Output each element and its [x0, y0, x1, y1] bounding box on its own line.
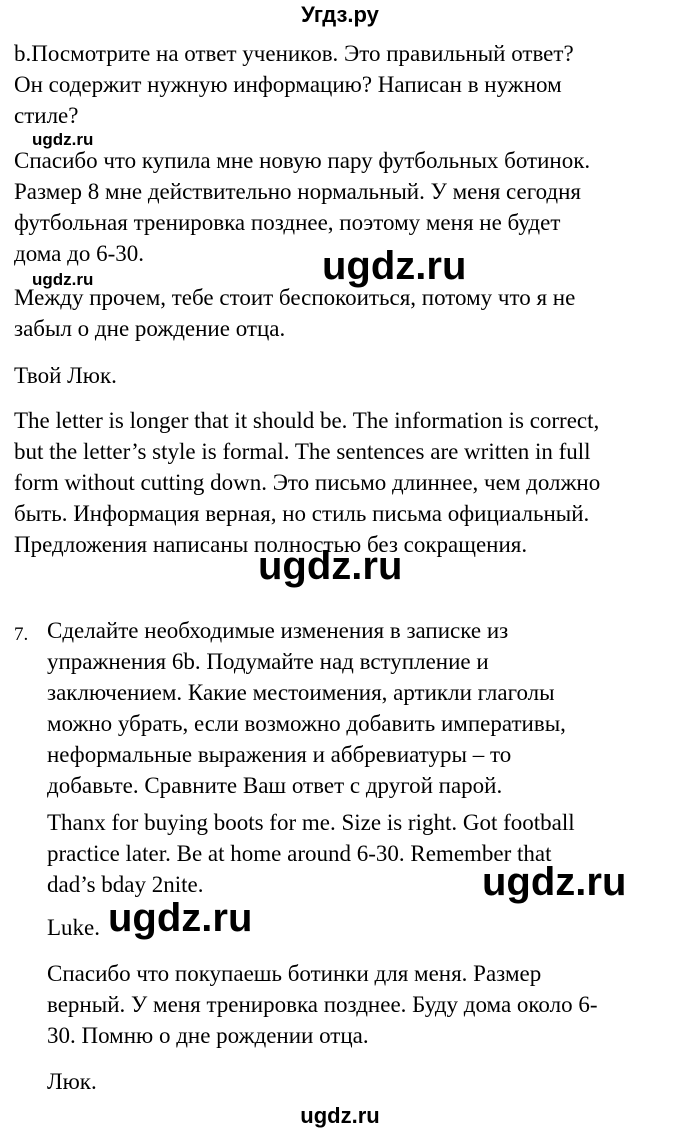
section-b-question [14, 38, 574, 131]
text-line: можно убрать, если возможно добавить императивы, [47, 711, 566, 736]
text-line: Сделайте необходимые изменения в записке из [47, 618, 509, 643]
text-line: дома до 6-30. [14, 241, 144, 266]
text-line: Размер 8 мне действительно нормальный. У меня сегодня [14, 179, 582, 204]
text-line: form without cutting down. Это письмо длиннее, чем должно [14, 470, 601, 495]
letter-signature [14, 360, 117, 391]
text-line: Thanx for buying boots for me. Size is right. Got football [47, 810, 575, 835]
text-line: неформальные выражения и аббревиатуры – то [47, 742, 512, 767]
text-line: Твой Люк. [14, 363, 117, 388]
text-line: but the letter’s style is formal. The sentences are written in full [14, 439, 591, 464]
text-line: добавьте. Сравните Ваш ответ с другой парой. [47, 773, 503, 798]
text-line: Спасибо что купила мне новую пару футбольных ботинок. [14, 148, 591, 173]
text-line: dad’s bday 2nite. [47, 872, 204, 897]
text-line: Luke. [47, 915, 101, 940]
watermark: ugdz.ru [322, 244, 467, 288]
note-russian [47, 958, 598, 1051]
site-header: Угдз.ру [301, 2, 379, 27]
answer-paragraph [14, 405, 600, 560]
text-line: верный. У меня тренировка позднее. Буду дома около 6- [47, 992, 598, 1017]
text-line: упражнения 6b. Подумайте над вступление и [47, 649, 489, 674]
watermark: ugdz.ru [32, 270, 94, 289]
site-footer: ugdz.ru [300, 1103, 380, 1128]
text-line: The letter is longer that it should be. The information is correct, [14, 408, 600, 433]
text-line: b.Посмотрите на ответ учеников. Это правильный ответ? [14, 41, 574, 66]
text-line: practice later. Be at home around 6-30. Remember that [47, 841, 552, 866]
task7-instruction [47, 615, 566, 801]
text-line: стиле? [14, 103, 79, 128]
text-line: заключением. Какие местоимения, артикли глаголы [47, 680, 555, 705]
text-line: Между прочем, тебе стоит беспокоиться, потому что я не [14, 285, 576, 310]
text-line: футбольная тренировка позднее, поэтому меня не будет [14, 210, 561, 235]
text-line: 30. Помню о дне рождении отца. [47, 1023, 369, 1048]
note-russian-signature [47, 1066, 97, 1097]
text-line: забыл о дне рождение отца. [14, 316, 286, 341]
text-line: Он содержит нужную информацию? Написан в нужном [14, 72, 562, 97]
note-english-signature [47, 912, 100, 943]
text-line: Люк. [47, 1069, 97, 1094]
letter-paragraph-2 [14, 282, 575, 344]
watermark: ugdz.ru [108, 896, 253, 940]
task-number: 7. [14, 624, 29, 645]
text-line: Спасибо что покупаешь ботинки для меня. Размер [47, 961, 542, 986]
watermark: ugdz.ru [258, 544, 403, 588]
watermark: ugdz.ru [32, 130, 94, 149]
text-line: быть. Информация верная, но стиль письма официальный. [14, 501, 590, 526]
text-line: Предложения написаны полностью без сокращения. [14, 532, 528, 557]
letter-paragraph-1 [14, 145, 590, 269]
watermark: ugdz.ru [482, 860, 627, 904]
